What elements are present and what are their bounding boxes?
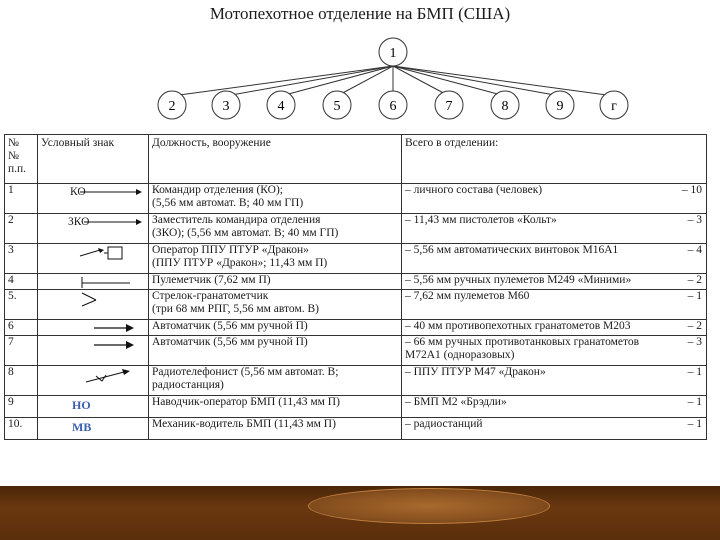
- tree-leaf-node: [267, 91, 295, 119]
- header-total: Всего в отделении:: [402, 135, 707, 184]
- row-total: [402, 244, 707, 274]
- table-row: [5, 184, 707, 214]
- page-title: Мотопехотное отделение на БМП (США): [209, 4, 511, 23]
- symbol-icon: [38, 320, 148, 336]
- row-number: 6: [5, 320, 38, 336]
- tree-node-label: 3: [222, 99, 230, 114]
- row-symbol: [38, 396, 149, 418]
- row-position: Пулеметчик (7,62 мм П): [149, 274, 402, 290]
- total-count: – 1: [687, 366, 702, 378]
- total-item: – ППУ ПТУР М47 «Дракон»: [405, 366, 546, 378]
- total-item: – 5,56 мм автоматических винтовок М16А1: [405, 244, 619, 256]
- table-header-row: [5, 135, 707, 184]
- row-symbol: [38, 184, 149, 214]
- table-row: [5, 336, 707, 366]
- row-number: 10.: [5, 418, 38, 440]
- tree-leaf-node: [600, 91, 628, 119]
- row-number: 3: [5, 244, 38, 274]
- row-number: 9: [5, 396, 38, 418]
- total-count: – 2: [687, 274, 702, 286]
- table-row: [5, 396, 707, 418]
- row-symbol: [38, 336, 149, 366]
- row-total: [402, 274, 707, 290]
- total-count: – 3: [687, 214, 702, 226]
- total-item: – БМП М2 «Брэдли»: [405, 396, 507, 408]
- symbol-label: НО: [72, 398, 91, 412]
- tree-leaf-node: [323, 91, 351, 119]
- row-symbol: [38, 366, 149, 396]
- row-number: 2: [5, 214, 38, 244]
- row-position: Оператор ППУ ПТУР «Дракон» (ППУ ПТУР «Дракон»; 11,43 мм П): [149, 244, 402, 274]
- tree-node-label: г: [611, 99, 617, 114]
- row-position: Командир отделения (КО); (5,56 мм автомат. В; 40 мм ГП): [149, 184, 402, 214]
- symbol-icon: [38, 274, 148, 290]
- row-number: 5.: [5, 290, 38, 320]
- symbol-icon: [38, 336, 148, 366]
- tree-node-label: 7: [445, 99, 453, 114]
- total-count: – 1: [687, 418, 702, 430]
- symbol-icon: [38, 244, 148, 274]
- table-row: [5, 418, 707, 440]
- row-total: [402, 366, 707, 396]
- tree-leaf-node: [212, 91, 240, 119]
- row-total: [402, 290, 707, 320]
- symbol-label: КО: [70, 186, 86, 198]
- symbol-label: ЗКО: [68, 216, 90, 228]
- total-count: – 3: [687, 336, 702, 348]
- symbol-icon: [38, 366, 148, 396]
- table-row: [5, 244, 707, 274]
- row-symbol: [38, 290, 149, 320]
- tree-leaf-node: [379, 91, 407, 119]
- row-position: Заместитель командира отделения (ЗКО); (5,56 мм автомат. В; 40 мм ГП): [149, 214, 402, 244]
- row-position: Наводчик-оператор БМП (11,43 мм П): [149, 396, 402, 418]
- table-row: [5, 366, 707, 396]
- row-position: Стрелок-гранатометчик (три 68 мм РПГ, 5,56 мм автом. В): [149, 290, 402, 320]
- row-total: [402, 320, 707, 336]
- table-row: [5, 274, 707, 290]
- total-item: – 11,43 мм пистолетов «Кольт»: [405, 214, 557, 226]
- symbol-icon: [38, 290, 148, 320]
- tree-leaf-node: [158, 91, 186, 119]
- footer-ornament: [308, 488, 550, 524]
- tree-node-label: 2: [168, 99, 176, 114]
- symbol-icon: [38, 214, 148, 244]
- row-total: [402, 396, 707, 418]
- tree-node-label: 4: [277, 99, 285, 114]
- total-item: – 66 мм ручных противотанковых гранатометов М72А1 (одноразовых): [405, 336, 640, 361]
- row-symbol: [38, 214, 149, 244]
- row-symbol: [38, 418, 149, 440]
- row-number: 8: [5, 366, 38, 396]
- symbol-label: МВ: [72, 420, 92, 434]
- tree-leaf-node: [491, 91, 519, 119]
- row-total: [402, 418, 707, 440]
- row-number: 7: [5, 336, 38, 366]
- row-number: 1: [5, 184, 38, 214]
- table-row: [5, 214, 707, 244]
- row-total: [402, 214, 707, 244]
- row-total: [402, 184, 707, 214]
- tree-leaf-node: [435, 91, 463, 119]
- row-number: 4: [5, 274, 38, 290]
- total-count: – 1: [687, 290, 702, 302]
- row-position: Автоматчик (5,56 мм ручной П): [149, 320, 402, 336]
- tree-node-label: 5: [333, 99, 341, 114]
- header-symbol: Условный знак: [38, 135, 149, 184]
- total-item: – личного состава (человек): [405, 184, 543, 196]
- header-num: № № п.п.: [5, 135, 38, 184]
- tree-root-node: [379, 38, 407, 66]
- tree-node-label: 9: [556, 99, 564, 114]
- table-row: [5, 290, 707, 320]
- total-item: – 7,62 мм пулеметов М60: [405, 290, 530, 302]
- total-item: – 40 мм противопехотных гранатометов М203: [405, 320, 631, 332]
- row-symbol: [38, 274, 149, 290]
- tree-leaf-node: [546, 91, 574, 119]
- tree-node-label: 6: [389, 99, 397, 114]
- total-item: – радиостанций: [405, 418, 483, 430]
- table-row: [5, 320, 707, 336]
- total-item: – 5,56 мм ручных пулеметов М249 «Миними»: [405, 274, 632, 286]
- total-count: – 4: [687, 244, 702, 256]
- row-position: Механик-водитель БМП (11,43 мм П): [149, 418, 402, 440]
- total-count: – 1: [687, 396, 702, 408]
- total-count: – 10: [681, 184, 702, 196]
- tree-node-label: 8: [501, 99, 509, 114]
- org-tree: [0, 0, 720, 132]
- row-symbol: [38, 320, 149, 336]
- tree-node-label: 1: [389, 46, 397, 61]
- squad-table: [4, 134, 707, 440]
- row-symbol: [38, 244, 149, 274]
- total-count: – 2: [687, 320, 702, 332]
- row-position: Автоматчик (5,56 мм ручной П): [149, 336, 402, 366]
- symbol-icon: [38, 184, 148, 214]
- row-position: Радиотелефонист (5,56 мм автомат. В; радиостанция): [149, 366, 402, 396]
- row-total: [402, 336, 707, 366]
- header-position: Должность, вооружение: [149, 135, 402, 184]
